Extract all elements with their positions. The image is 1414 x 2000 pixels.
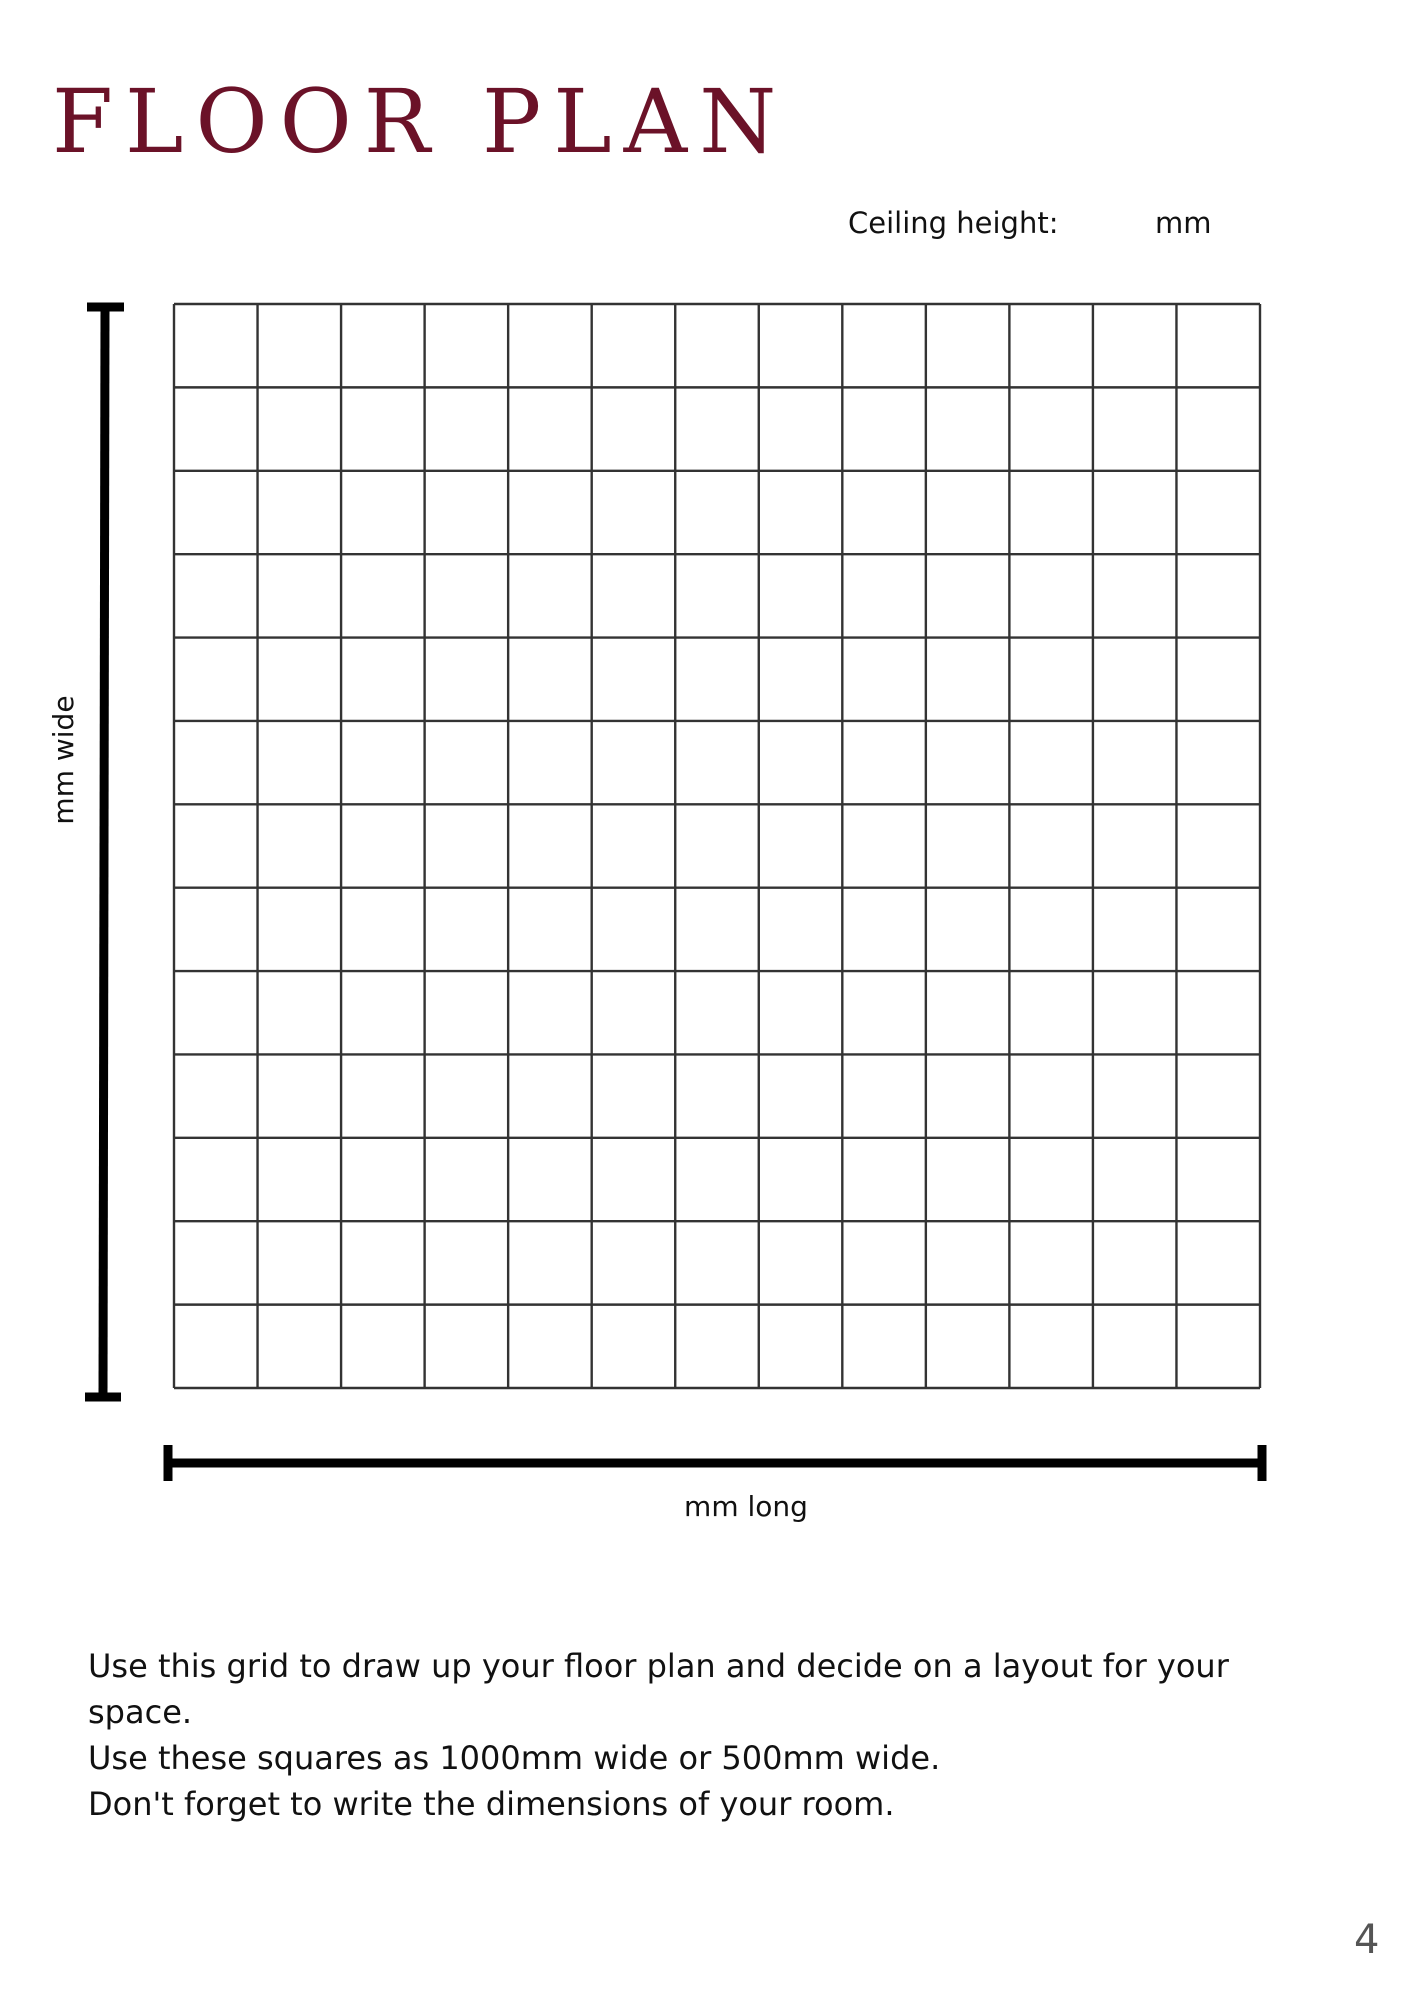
ceiling-height-unit: mm bbox=[1155, 206, 1212, 240]
floor-plan-grid[interactable] bbox=[174, 304, 1260, 1388]
width-dimension-bar bbox=[85, 307, 124, 1397]
instruction-line: Don't forget to write the dimensions of your room. bbox=[88, 1785, 895, 1823]
length-dimension-label: mm long bbox=[684, 1490, 808, 1523]
page-number: 4 bbox=[1354, 1917, 1380, 1963]
page-title: FLOOR PLAN bbox=[52, 70, 789, 173]
width-dimension-label: mm wide bbox=[47, 695, 80, 825]
length-dimension-bar bbox=[168, 1445, 1262, 1481]
instructions bbox=[88, 1643, 1288, 1827]
ceiling-height-label: Ceiling height: bbox=[848, 206, 1059, 240]
instruction-line: Use this grid to draw up your floor plan and decide on a layout for your space. bbox=[88, 1647, 1229, 1731]
instruction-line: Use these squares as 1000mm wide or 500mm wide. bbox=[88, 1739, 941, 1777]
